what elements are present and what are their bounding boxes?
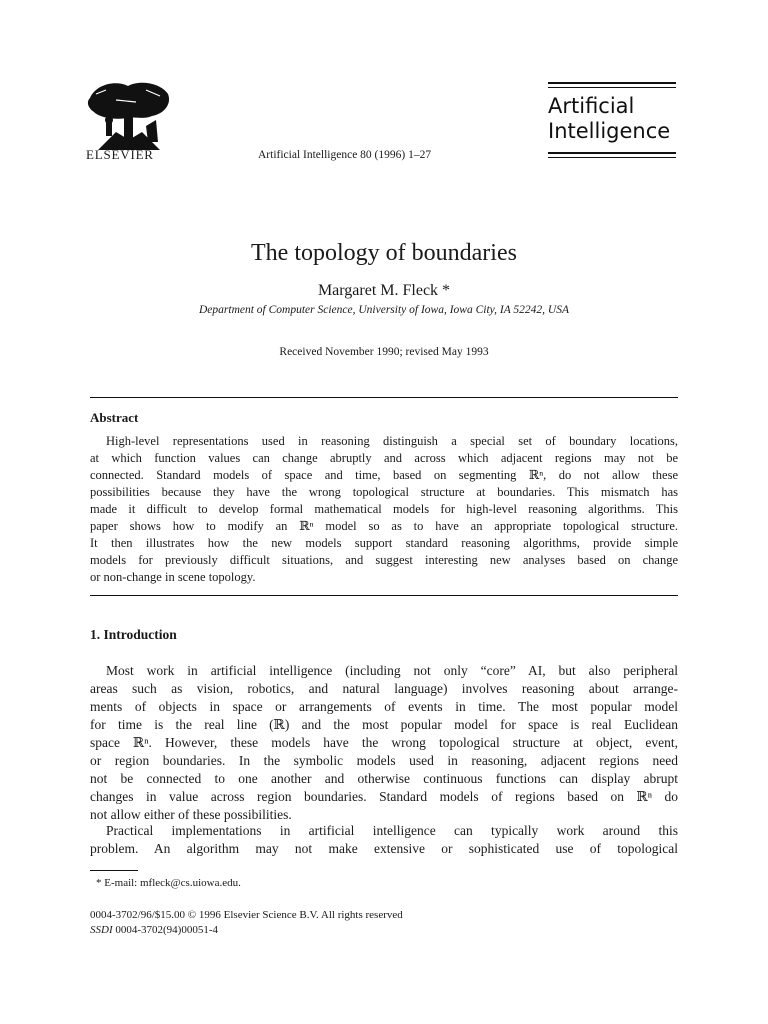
section-heading: 1. Introduction [90,627,177,642]
received-dates: Received November 1990; revised May 1993 [279,346,489,358]
body-line: or region boundaries. In the symbolic models used in reasoning, adjacent regions need [90,753,678,768]
abstract-line: models for previously difficult situations, and suggest interesting new analyses based on change [90,553,678,567]
journal-citation: Artificial Intelligence 80 (1996) 1–27 [258,149,432,161]
body-line: ments of objects in space or arrangements of events in time. The most popular model [90,699,678,714]
footnote-email: * E-mail: mfleck@cs.uiowa.edu. [96,877,241,889]
journal-title-line: Artificial [548,94,635,118]
ssdi-label: SSDI [90,924,113,936]
header-rule [548,82,676,84]
paper-title: The topology of boundaries [251,240,517,266]
body-line: not be connected to one another and otherwise continuous functions can display abrupt [90,771,678,786]
abstract-line: possibilities because they have the wrong topological structure at boundaries. This mismatch has [90,485,678,499]
affiliation: Department of Computer Science, University of Iowa, Iowa City, IA 52242, USA [199,304,569,316]
body-line: areas such as vision, robotics, and natural language) involves reasoning about arrange- [90,681,678,696]
abstract-bottom-rule [90,595,678,596]
abstract-heading: Abstract [90,410,139,425]
body-line: problem. An algorithm may not make extensive or sophisticated use of topological [90,841,678,856]
publisher-name: ELSEVIER [86,147,154,162]
body-line: not allow either of these possibilities. [90,807,292,822]
body-line: for time is the real line (ℝ) and the most popular model for space is real Euclidean [90,717,678,732]
header-rule [548,152,676,154]
abstract-line: It then illustrates how the new models support standard reasoning algorithms, provide simple [90,536,678,550]
copyright-line: 0004-3702/96/$15.00 © 1996 Elsevier Science B.V. All rights reserved [90,909,403,921]
header-rule [548,87,676,88]
author: Margaret M. Fleck * [317,282,451,299]
abstract-line: paper shows how to modify an ℝⁿ model so as to have an appropriate topological structure. [90,519,678,533]
journal-title-line: Intelligence [548,119,671,143]
header-rule [548,157,676,158]
body-line: changes in value across region boundaries. Standard models of regions based on ℝⁿ do [90,789,678,804]
body-line: space ℝⁿ. However, these models have the wrong topological structure at object, event, [90,735,678,750]
body-line: Practical implementations in artificial intelligence can typically work around this [106,823,678,838]
journal-title [548,94,670,144]
elsevier-tree-logo [86,80,172,150]
footnote-rule [90,870,138,871]
ssdi-value: 0004-3702(94)00051-4 [115,924,219,936]
abstract-line: at which function values can change abruptly and across which adjacent regions may not be [90,451,678,465]
ssdi-line [90,924,218,936]
abstract-line: connected. Standard models of space and time, based on segmenting ℝⁿ, do not allow these [90,468,678,482]
body-line: Most work in artificial intelligence (including not only “core” AI, but also peripheral [106,663,678,678]
abstract-top-rule [90,397,678,398]
abstract-line: High-level representations used in reasoning distinguish a special set of boundary locations, [106,434,678,448]
abstract-line: made it difficult to develop formal mathematical models for high-level reasoning algorithms. This [90,502,678,516]
abstract-line: or non-change in scene topology. [90,570,256,584]
